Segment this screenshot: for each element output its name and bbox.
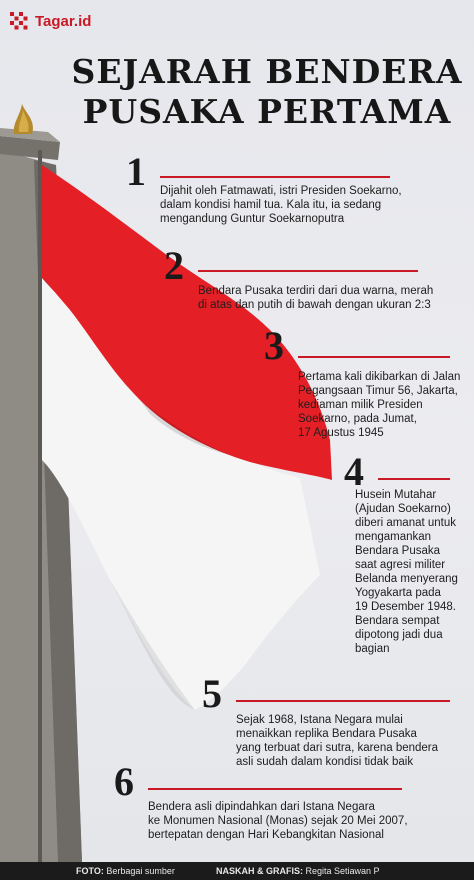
logo-mark-square [10, 21, 14, 25]
point-text: Sejak 1968, Istana Negara mulai menaikkan replika Bendara Pusaka yang terbuat dari sutra, karena bendera asli sudah dalam kondisi tidak baik [236, 714, 439, 768]
point-number: 4 [344, 449, 364, 494]
divider-rule [148, 788, 402, 790]
divider-rule [298, 356, 450, 358]
logo-mark-icon [8, 10, 30, 32]
divider-rule [378, 478, 450, 480]
photo-credit-label: FOTO: [76, 866, 104, 876]
page-title [64, 52, 470, 132]
photo-credit [76, 862, 175, 880]
tagar-logo[interactable] [8, 8, 91, 34]
photo-credit-value: Berbagai sumber [106, 866, 175, 876]
point-number: 5 [202, 671, 222, 716]
logo-mark-square [15, 26, 19, 30]
point-number: 3 [264, 323, 284, 368]
point-number: 1 [126, 149, 146, 194]
logo-mark-square [15, 17, 19, 21]
divider-rule [236, 700, 450, 702]
logo-mark-square [10, 12, 14, 16]
logo-text: Tagar.id [35, 12, 92, 30]
author-credit [216, 862, 380, 880]
logo-mark-square [19, 21, 23, 25]
point-number: 6 [114, 759, 134, 804]
author-credit-value: Regita Setiawan P [305, 866, 380, 876]
divider-rule [160, 176, 390, 178]
flag-pole [38, 150, 42, 862]
logo-mark-square [24, 26, 28, 30]
title-line-1: SEJARAH BENDERA [71, 52, 463, 91]
divider-rule [198, 270, 418, 272]
logo-mark-square [24, 17, 28, 21]
point-text: Dijahit oleh Fatmawati, istri Presiden Soekarno, dalam kondisi hamil tua. Kala itu, ia sedang mengandung Guntur Soekarnoputra [160, 185, 402, 225]
title-line-2: PUSAKA PERTAMA [82, 92, 452, 131]
logo-mark-square [19, 12, 23, 16]
author-credit-label: NASKAH & GRAFIS: [216, 866, 303, 876]
point-text: Bendara Pusaka terdiri dari dua warna, merah di atas dan putih di bawah dengan ukuran 2:3 [198, 285, 434, 311]
point-text: Pertama kali dikibarkan di Jalan Pegangsaan Timur 56, Jakarta, kediaman milik Presiden Soekarno, pada Jumat, 17 Agustus 1945 [298, 371, 461, 439]
footer-bar [0, 862, 474, 880]
point-text: Bendera asli dipindahkan dari Istana Negara ke Monumen Nasional (Monas) sejak 20 Mei 2007, bertepatan dengan Hari Kebangkitan Nasional [148, 801, 408, 841]
point-number: 2 [164, 243, 184, 288]
point-text: Husein Mutahar (Ajudan Soekarno) diberi amanat untuk mengamankan Bendara Pusaka saat agresi militer Belanda menyerang Yogyakarta pada 19 Desember 1948. Bendara sempat dipotong jadi dua bagian [355, 489, 458, 655]
